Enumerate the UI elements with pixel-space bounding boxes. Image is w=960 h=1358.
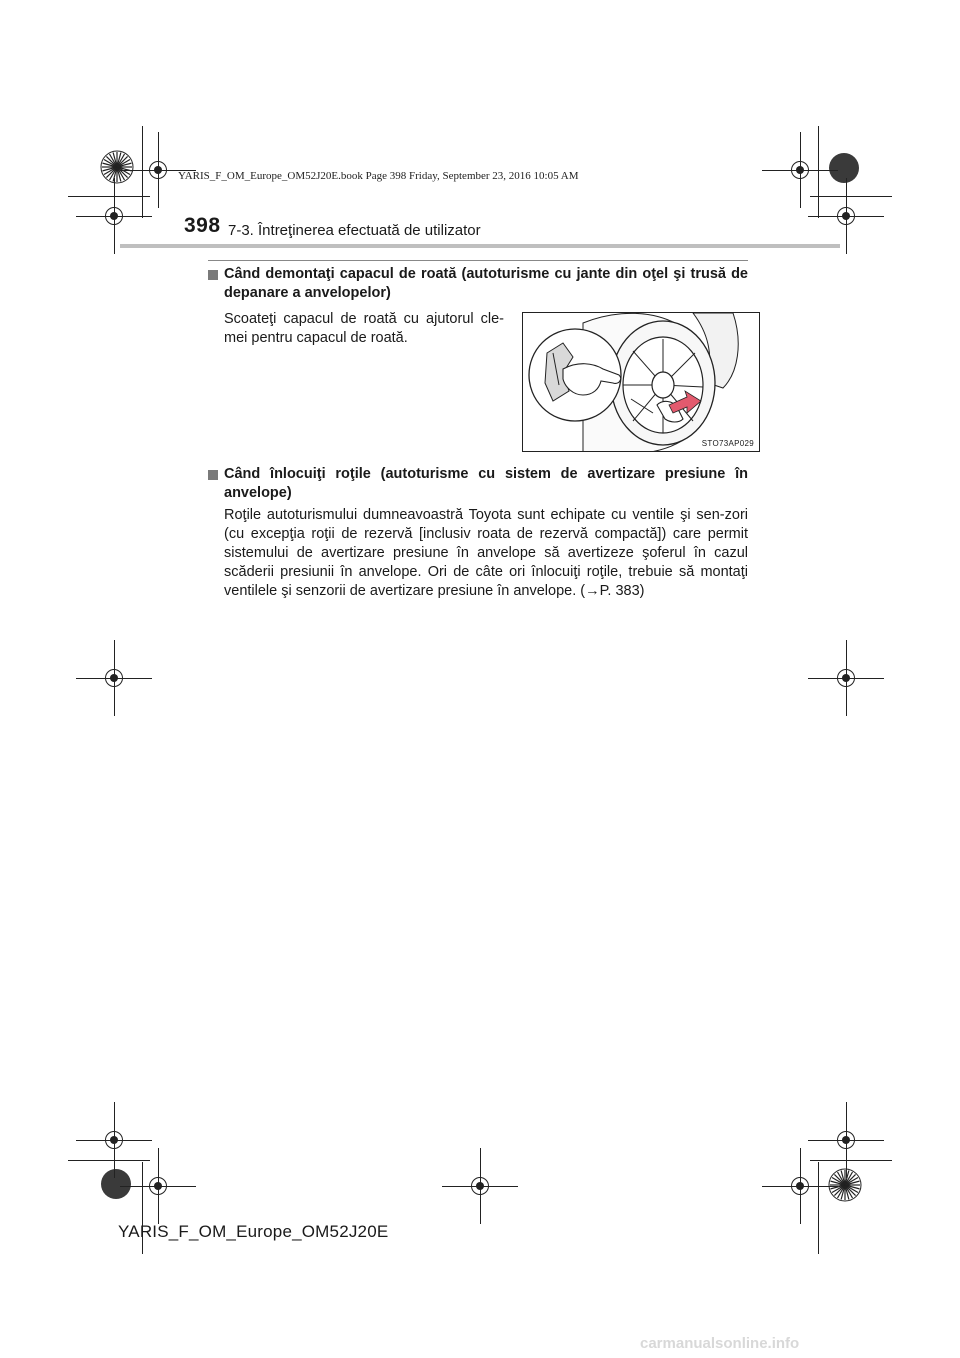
wheel-cover-figure <box>522 312 760 452</box>
figure-code: STO73AP029 <box>701 439 754 448</box>
section-heading: Când demontaţi capacul de roată (autoturisme cu jante din oţel şi trusă de depanare a anvelopelor) <box>224 266 748 301</box>
page-number: 398 <box>184 214 221 237</box>
section-body: Roţile autoturismului dumneavoastră Toyota sunt echipate cu ventile şi sen-zori (cu excepţia roţii de rezervă [inclusiv roata de rezervă compactă]) care permit sistemului de avertizare presiune în anvelope să avertizeze şoferul în cazul scăderii presiunii în anvelope. Ori de câte ori înlocuiţi roţile, trebuie să montaţi ventilele şi senzorii de avertizare presiune în anvelope. (→P. 383) <box>224 507 748 599</box>
section-heading: Când înlocuiţi roţile (autoturisme cu sistem de avertizare presiune în anvelope) <box>224 466 748 501</box>
section-title: 7-3. Întreţinerea efectuată de utilizator <box>228 222 481 239</box>
divider <box>208 260 748 261</box>
crop-line <box>68 196 150 197</box>
section-bullet <box>208 270 218 280</box>
dark-target-icon <box>100 1168 132 1200</box>
crop-line <box>818 1162 819 1254</box>
dark-target-icon <box>828 152 860 184</box>
section-bullet <box>208 470 218 480</box>
footer-code: YARIS_F_OM_Europe_OM52J20E <box>118 1222 389 1241</box>
crop-line <box>68 1160 150 1161</box>
color-target-icon <box>828 1168 862 1202</box>
section-body: Scoateţi capacul de roată cu ajutorul cle-mei pentru capacul de roată. <box>224 311 504 346</box>
crop-line <box>818 126 819 218</box>
color-target-icon <box>100 150 134 184</box>
book-info: YARIS_F_OM_Europe_OM52J20E.book Page 398 Friday, September 23, 2016 10:05 AM <box>178 170 579 182</box>
header-bar <box>120 244 840 248</box>
crop-line <box>810 1160 892 1161</box>
watermark: carmanualsonline.info <box>640 1335 800 1352</box>
crop-line <box>142 126 143 218</box>
arrow-icon <box>523 313 760 452</box>
crop-line <box>810 196 892 197</box>
